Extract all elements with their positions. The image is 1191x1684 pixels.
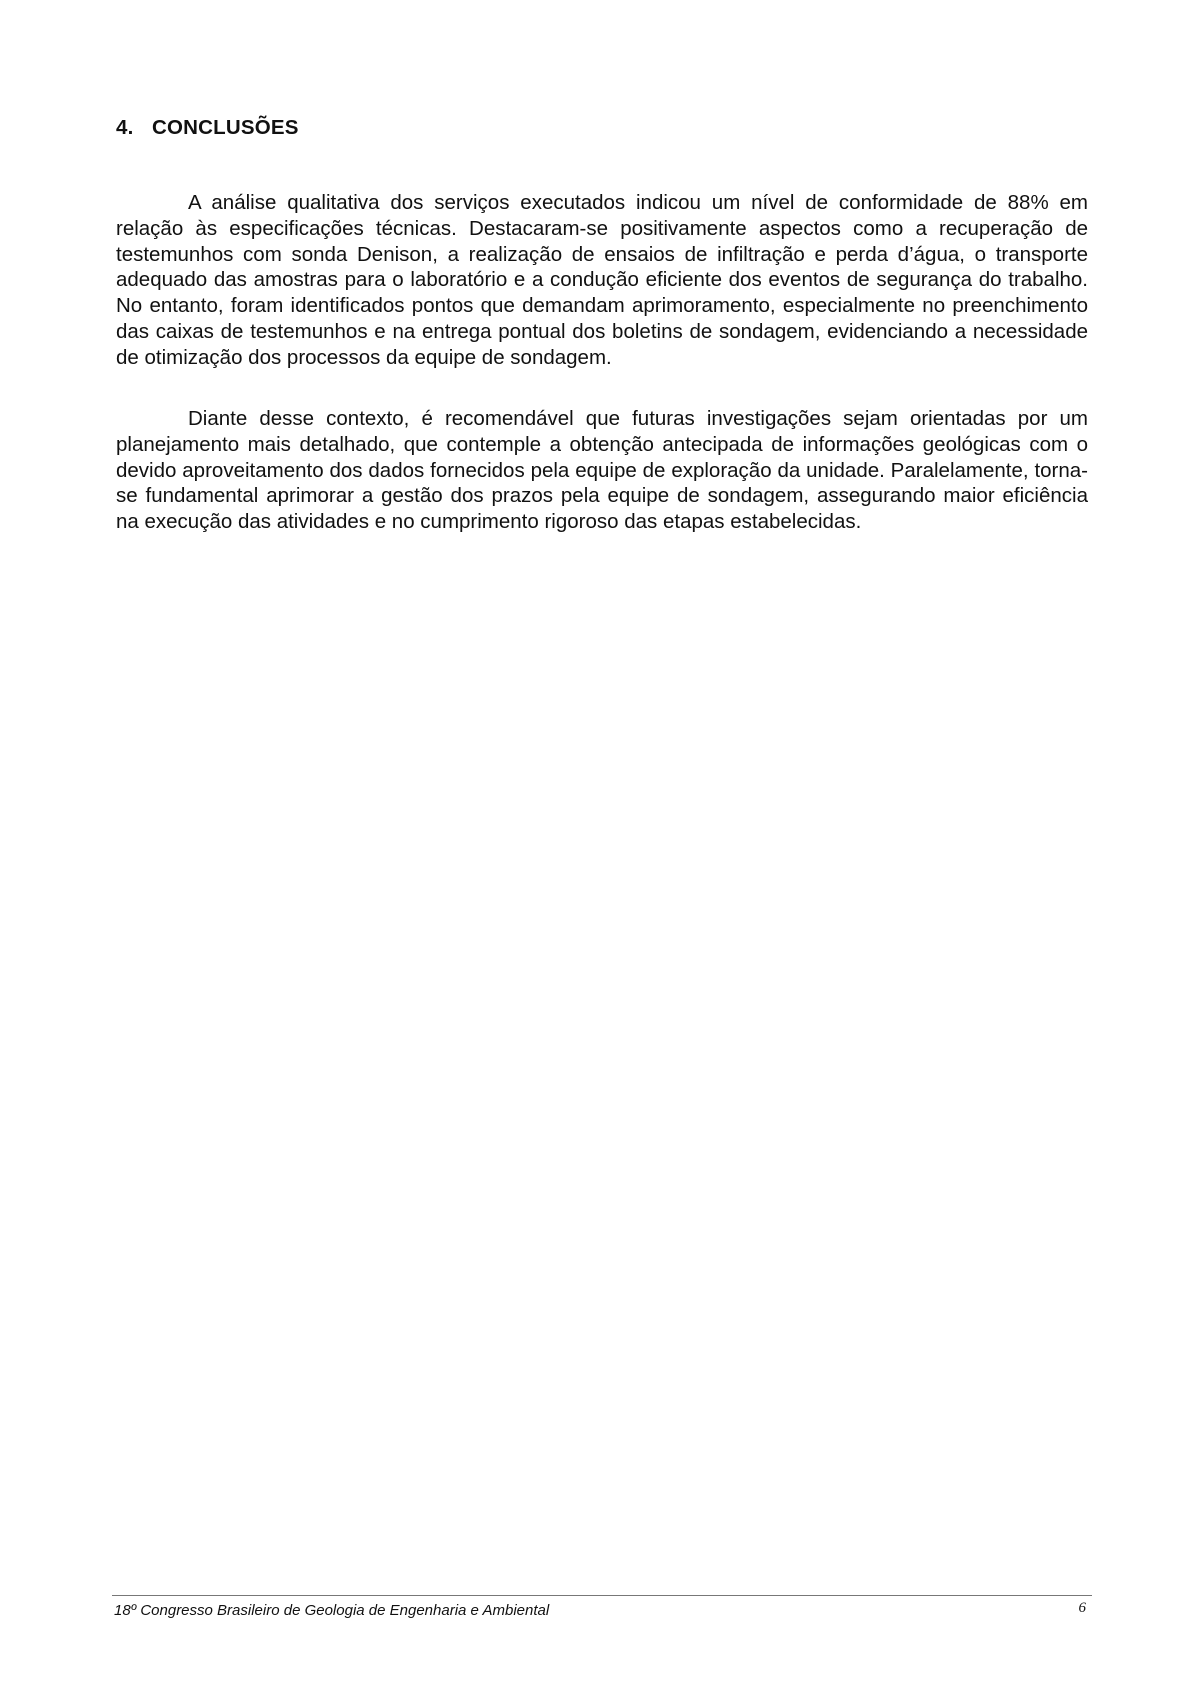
body-paragraph: Diante desse contexto, é recomendável que futuras investigações sejam orientadas por um planejamento mais detalhado, que contemple a obtenção antecipada de informações geológicas com o devido aproveitamento dos dados fornecidos pela equipe de exploração da unidade. Paralelamente, torna-se fundamental aprimorar a gestão dos prazos pela equipe de sondagem, assegurando maior eficiência na execução das atividades e no cumprimento rigoroso das etapas estabelecidas. xyxy=(116,407,1088,534)
page-number: 6 xyxy=(1078,1600,1086,1616)
section-title: CONCLUSÕES xyxy=(152,116,299,139)
section-number: 4. xyxy=(116,116,134,139)
footer-conference-name: 18º Congresso Brasileiro de Geologia de Engenharia e Ambiental xyxy=(114,1602,550,1619)
body-paragraph-container xyxy=(116,406,1088,535)
body-paragraph-container xyxy=(116,190,1088,371)
section-heading xyxy=(116,116,299,140)
body-paragraph: A análise qualitativa dos serviços executados indicou um nível de conformidade de 88% em relação às especificações técnicas. Destacaram-se positivamente aspectos como a recuperação de testemunhos com sonda Denison, a realização de ensaios de infiltração e perda d’água, o transporte adequado das amostras para o laboratório e a condução eficiente dos eventos de segurança do trabalho. No entanto, foram identificados pontos que demandam aprimoramento, especialmente no preenchimento das caixas de testemunhos e na entrega pontual dos boletins de sondagem, evidenciando a necessidade de otimização dos processos da equipe de sondagem. xyxy=(116,191,1088,369)
page-footer xyxy=(112,1595,1092,1626)
